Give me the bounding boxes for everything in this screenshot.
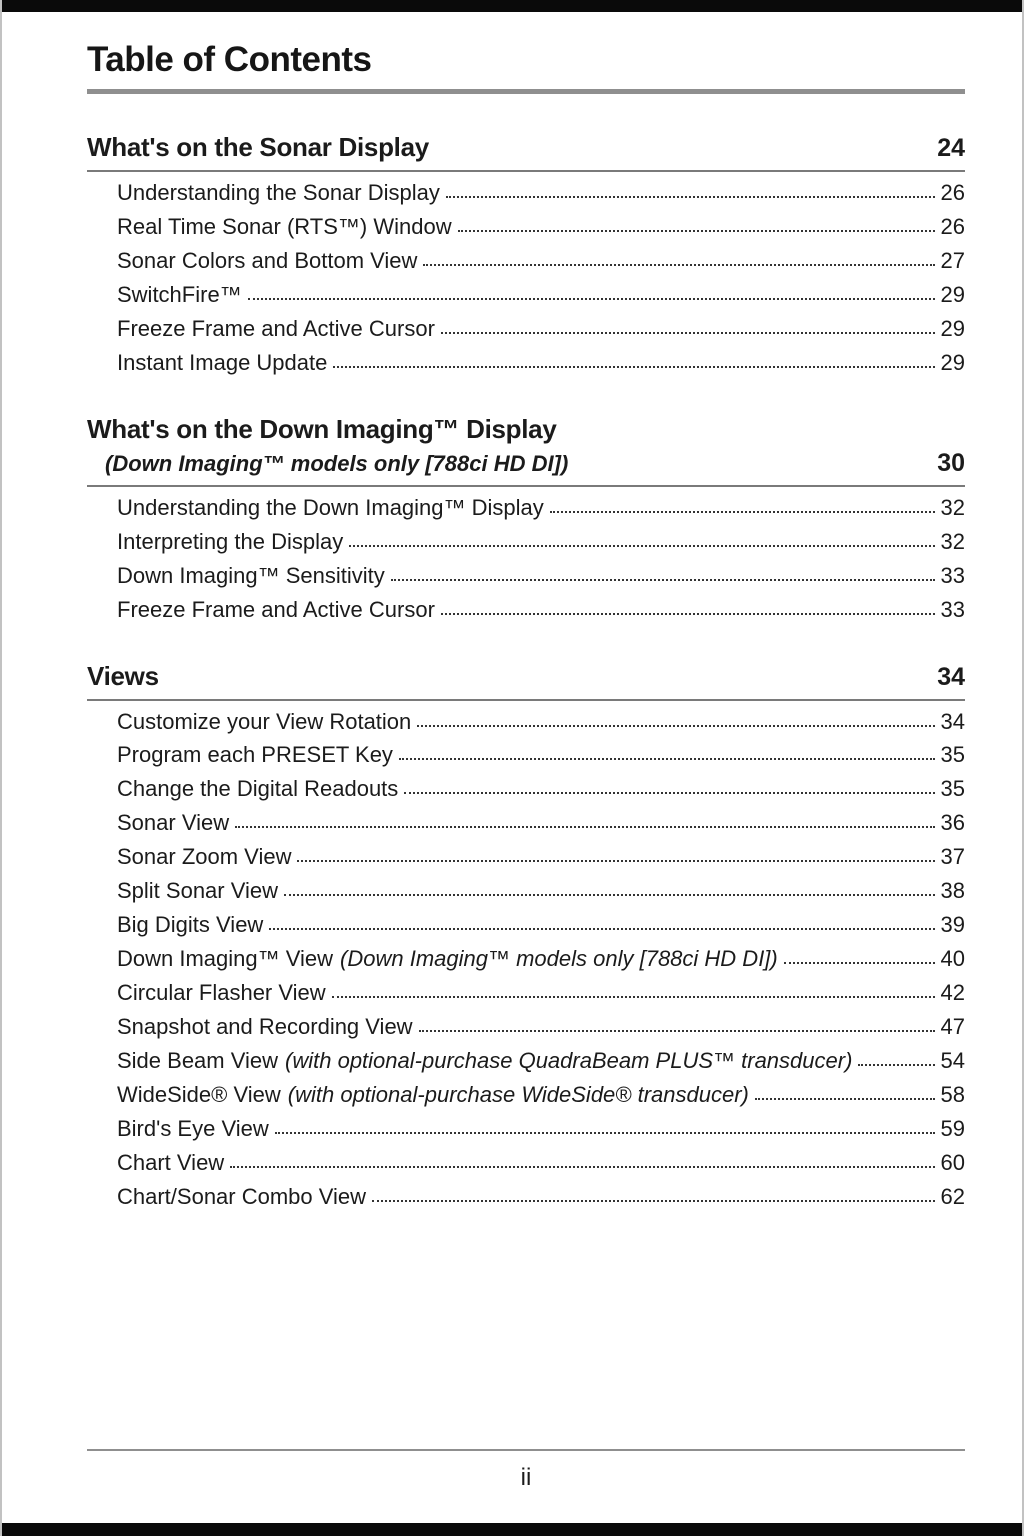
entry-label: Real Time Sonar (RTS™) Window [117,213,452,239]
section-heading-row [87,661,965,701]
section-sonar-display [87,132,965,376]
page-title: Table of Contents [87,40,372,79]
toc-entry [87,1048,965,1074]
entry-note: (Down Imaging™ models only [788ci HD DI]) [340,946,778,972]
entry-label: Split Sonar View [117,878,279,904]
entry-label: Circular Flasher View [117,980,326,1006]
entry-label: Down Imaging™ Sensitivity [117,562,385,588]
dot-leader [248,298,935,300]
entry-label: Understanding the Sonar Display [117,180,440,205]
entry-note: (with optional-purchase WideSide® transducer) [287,1082,749,1108]
dot-leader [297,860,934,862]
dot-leader [550,511,935,513]
entry-page: 29 [940,281,965,307]
page-footer [87,1449,965,1492]
scan-edge-left [0,0,2,1536]
entry-page: 27 [940,247,965,273]
entry-page: 42 [940,980,965,1006]
entry-label: Change the Digital Readouts [117,776,399,802]
toc-entry [87,709,965,735]
toc-entry [87,282,965,308]
entry-page: 33 [940,562,965,588]
toc-entry [87,844,965,870]
entry-label: Customize your View Rotation [117,708,412,734]
entry-label: Side Beam View [117,1048,279,1074]
toc-entry [87,597,965,623]
entry-label: Snapshot and Recording View [117,1014,413,1040]
entry-page: 39 [940,912,965,938]
section-heading-row [87,132,965,172]
dot-leader [372,1200,934,1202]
toc-entry [87,946,965,972]
toc-entry [87,1116,965,1142]
entry-note: (with optional-purchase QuadraBeam PLUS™ transducer) [285,1048,853,1074]
toc-entry [87,1150,965,1176]
dot-leader [269,928,934,930]
dot-leader [399,758,935,760]
entry-page: 26 [940,213,965,239]
entry-label: Chart View [117,1149,225,1175]
entry-page: 38 [940,878,965,904]
section-down-imaging-display [87,414,965,623]
toc-entry [87,316,965,342]
toc-entry [87,1082,965,1108]
scan-bar-top [0,0,1024,12]
entry-label: Sonar Zoom View [117,844,292,870]
dot-leader [332,996,935,998]
toc-entry [87,214,965,240]
entry-page: 62 [940,1183,965,1209]
section-page: 24 [937,134,965,162]
toc-entry [87,980,965,1006]
dot-leader [419,1030,935,1032]
dot-leader [446,196,935,198]
entry-label: Big Digits View [117,912,264,938]
toc-entry [87,529,965,555]
toc-page [87,40,965,1218]
dot-leader [441,332,935,334]
toc-entry [87,1184,965,1210]
dot-leader [391,579,935,581]
entry-page: 58 [940,1082,965,1108]
entry-page: 54 [940,1048,965,1074]
section-heading: What's on the Sonar Display [87,132,429,162]
entry-label: Interpreting the Display [117,528,344,554]
entry-page: 60 [940,1149,965,1175]
section-entries [87,495,965,623]
entry-page: 47 [940,1014,965,1040]
section-entries [87,709,965,1210]
section-entries [87,180,965,376]
toc-entry [87,742,965,768]
toc-entry [87,495,965,521]
entry-page: 59 [940,1115,965,1141]
section-subheading-row [87,449,965,487]
entry-label: Freeze Frame and Active Cursor [117,596,435,622]
section-subheading: (Down Imaging™ models only [788ci HD DI]) [105,450,569,476]
entry-page: 35 [940,776,965,802]
dot-leader [784,962,935,964]
dot-leader [404,792,934,794]
toc-entry [87,248,965,274]
title-rule [87,89,965,94]
dot-leader [349,545,934,547]
dot-leader [458,230,935,232]
dot-leader [417,725,934,727]
entry-page: 36 [940,810,965,836]
entry-page: 35 [940,742,965,768]
dot-leader [333,366,934,368]
dot-leader [755,1098,935,1100]
toc-entry [87,563,965,589]
entry-label: Sonar Colors and Bottom View [117,247,418,273]
entry-label: SwitchFire™ [117,281,242,307]
entry-page: 33 [940,596,965,622]
dot-leader [284,894,935,896]
entry-page: 40 [940,946,965,972]
entry-page: 32 [940,528,965,554]
section-page: 30 [937,448,965,477]
dot-leader [230,1166,934,1168]
dot-leader [275,1132,935,1134]
entry-label: Program each PRESET Key [117,742,393,768]
dot-leader [858,1064,934,1066]
dot-leader [423,264,934,266]
entry-label: Down Imaging™ View [117,946,334,972]
entry-page: 29 [940,315,965,341]
toc-entry [87,180,965,206]
entry-page: 32 [940,494,965,520]
scan-bar-bottom [0,1523,1024,1536]
section-heading: Views [87,660,159,691]
section-page: 34 [937,662,965,691]
entry-label: Chart/Sonar Combo View [117,1183,367,1209]
entry-label: Sonar View [117,810,230,836]
entry-page: 29 [940,349,965,375]
entry-label: WideSide® View [117,1082,281,1108]
entry-page: 37 [940,844,965,870]
toc-entry [87,350,965,376]
entry-label: Bird's Eye View [117,1115,269,1141]
toc-entry [87,1014,965,1040]
toc-entry [87,912,965,938]
entry-page: 26 [940,180,965,205]
dot-leader [235,826,934,828]
section-heading: What's on the Down Imaging™ Display [87,413,557,444]
toc-entry [87,810,965,836]
toc-entry [87,878,965,904]
entry-page: 34 [940,708,965,734]
dot-leader [441,613,935,615]
entry-label: Freeze Frame and Active Cursor [117,315,435,341]
entry-label: Understanding the Down Imaging™ Display [117,494,544,520]
section-views [87,661,965,1210]
toc-entry [87,776,965,802]
entry-label: Instant Image Update [117,349,328,375]
footer-page-number: ii [520,1464,532,1491]
